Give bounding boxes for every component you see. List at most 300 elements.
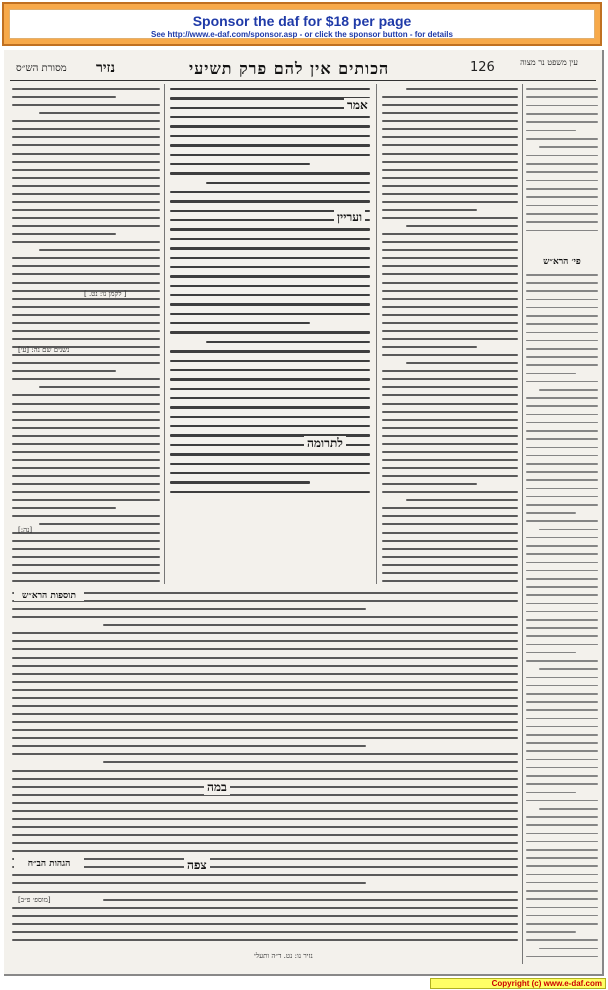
text-line xyxy=(12,673,518,675)
footer-reference: נזיר נו: נט. ד״ה ותעלי xyxy=(254,952,313,960)
text-line xyxy=(12,842,518,844)
text-line xyxy=(526,865,598,867)
text-line xyxy=(12,169,160,171)
text-line xyxy=(12,834,518,836)
text-line xyxy=(526,775,598,777)
text-line xyxy=(526,180,598,182)
text-line xyxy=(526,373,576,375)
text-line xyxy=(12,592,518,594)
text-line xyxy=(382,475,518,477)
text-line xyxy=(12,810,518,812)
text-line xyxy=(526,553,598,555)
text-line xyxy=(526,163,598,165)
text-line xyxy=(39,523,160,525)
text-line xyxy=(12,616,518,618)
text-line xyxy=(406,225,518,227)
text-line xyxy=(170,191,370,193)
text-line xyxy=(526,188,598,190)
text-line xyxy=(526,857,598,859)
text-line xyxy=(526,931,576,933)
text-line xyxy=(526,512,576,514)
text-line xyxy=(170,97,370,99)
text-line xyxy=(526,734,598,736)
text-line xyxy=(12,882,366,884)
text-line xyxy=(170,247,370,249)
page-number: 126 xyxy=(470,60,495,75)
text-line xyxy=(382,120,518,122)
section-label-bamah: במה xyxy=(204,780,230,795)
text-line xyxy=(12,394,160,396)
text-line xyxy=(382,515,518,517)
sponsor-banner-inner[interactable] xyxy=(9,9,595,39)
text-line xyxy=(170,107,370,109)
text-line xyxy=(170,116,370,118)
text-line xyxy=(382,386,518,388)
text-line xyxy=(170,125,370,127)
section-label-tzavah: צפה xyxy=(184,858,210,873)
text-line xyxy=(12,705,518,707)
text-line xyxy=(382,411,518,413)
text-line xyxy=(12,572,160,574)
text-line xyxy=(12,640,518,642)
text-line xyxy=(382,177,518,179)
margin-reference-1: [ לקמן נו: נט. ] xyxy=(84,290,127,298)
text-line xyxy=(170,257,370,259)
text-line xyxy=(170,453,370,455)
rosh-commentary-column xyxy=(526,272,598,962)
text-line xyxy=(12,217,160,219)
text-line xyxy=(526,105,598,107)
text-line xyxy=(526,956,598,958)
text-line xyxy=(526,792,576,794)
text-line xyxy=(12,419,160,421)
text-line xyxy=(12,233,116,235)
text-line xyxy=(12,540,160,542)
text-line xyxy=(12,403,160,405)
text-line xyxy=(382,564,518,566)
text-line xyxy=(12,697,518,699)
text-line xyxy=(12,648,518,650)
text-line xyxy=(12,370,116,372)
text-line xyxy=(170,163,310,165)
text-line xyxy=(526,213,598,215)
text-line xyxy=(382,419,518,421)
text-line xyxy=(526,759,598,761)
text-line xyxy=(526,315,598,317)
text-line xyxy=(526,603,598,605)
text-line xyxy=(382,153,518,155)
text-line xyxy=(170,481,310,483)
text-line xyxy=(382,128,518,130)
text-line xyxy=(382,491,518,493)
rashi-right-column xyxy=(382,86,518,586)
text-line xyxy=(12,923,518,925)
section-label-veurim: ועריין xyxy=(334,210,365,225)
text-line xyxy=(12,778,518,780)
text-line xyxy=(526,841,598,843)
text-line xyxy=(382,354,518,356)
text-line xyxy=(382,548,518,550)
text-line xyxy=(12,378,160,380)
text-line xyxy=(12,265,160,267)
text-line xyxy=(382,136,518,138)
text-line xyxy=(526,907,598,909)
sponsor-details-link[interactable]: See http://www.e-daf.com/sponsor.asp - or click the sponsor button - for details xyxy=(151,30,453,39)
text-line xyxy=(382,338,518,340)
text-line xyxy=(539,389,598,391)
text-line xyxy=(382,467,518,469)
text-line xyxy=(382,427,518,429)
tosfot-rosh-heading: תוספות הרא״ש xyxy=(14,590,84,601)
text-line xyxy=(526,800,598,802)
text-line xyxy=(12,475,160,477)
text-line xyxy=(526,644,598,646)
ein-mishpat-margin xyxy=(526,86,598,236)
text-line xyxy=(12,144,160,146)
text-line xyxy=(39,386,160,388)
text-line xyxy=(382,201,518,203)
text-line xyxy=(526,635,598,637)
text-line xyxy=(170,472,370,474)
text-line xyxy=(170,416,370,418)
text-line xyxy=(12,818,518,820)
text-line xyxy=(526,570,598,572)
text-line xyxy=(206,341,370,343)
text-line xyxy=(526,196,598,198)
text-line xyxy=(382,282,518,284)
text-line xyxy=(526,833,598,835)
text-line xyxy=(12,314,160,316)
text-line xyxy=(12,515,160,517)
text-line xyxy=(382,572,518,574)
text-line xyxy=(170,172,370,174)
text-line xyxy=(539,668,598,670)
text-line xyxy=(382,330,518,332)
text-line xyxy=(382,370,518,372)
column-divider-right xyxy=(522,84,523,964)
margin-reference-3: [נה:] xyxy=(18,526,33,534)
text-line xyxy=(526,381,598,383)
text-line xyxy=(12,608,366,610)
text-line xyxy=(526,88,598,90)
text-line xyxy=(526,438,598,440)
text-line xyxy=(382,233,518,235)
text-line xyxy=(526,660,598,662)
text-line xyxy=(12,689,518,691)
text-line xyxy=(526,685,598,687)
text-line xyxy=(382,483,477,485)
text-line xyxy=(12,907,518,909)
text-line xyxy=(12,632,518,634)
text-line xyxy=(12,713,518,715)
text-line xyxy=(12,564,160,566)
text-line xyxy=(526,701,598,703)
text-line xyxy=(382,257,518,259)
text-line xyxy=(170,331,370,333)
text-line xyxy=(382,346,477,348)
text-line xyxy=(12,338,160,340)
text-line xyxy=(526,230,598,232)
text-line xyxy=(382,104,518,106)
text-line xyxy=(526,205,598,207)
margin-reference-4: [מוספ׳ פ״ב] xyxy=(18,896,51,904)
text-line xyxy=(382,112,518,114)
text-line xyxy=(406,499,518,501)
text-line xyxy=(170,369,370,371)
text-line xyxy=(170,350,370,352)
tractate-name: נזיר xyxy=(96,60,116,76)
text-line xyxy=(382,451,518,453)
text-line xyxy=(170,266,370,268)
text-line xyxy=(526,307,598,309)
text-line xyxy=(526,488,598,490)
text-line xyxy=(382,290,518,292)
text-line xyxy=(526,504,598,506)
text-line xyxy=(12,721,518,723)
text-line xyxy=(526,274,598,276)
text-line xyxy=(526,323,598,325)
text-line xyxy=(12,201,160,203)
text-line xyxy=(382,144,518,146)
commentary-left-column xyxy=(12,86,160,586)
text-line xyxy=(526,430,598,432)
text-line xyxy=(12,273,160,275)
text-line xyxy=(12,532,160,534)
text-line xyxy=(12,939,518,941)
text-line xyxy=(526,348,598,350)
text-line xyxy=(12,681,518,683)
text-line xyxy=(12,499,160,501)
text-line xyxy=(539,146,598,148)
text-line xyxy=(12,931,518,933)
text-line xyxy=(103,624,518,626)
text-line xyxy=(12,354,160,356)
text-line xyxy=(526,520,598,522)
text-line xyxy=(12,362,160,364)
text-line xyxy=(526,96,598,98)
text-line xyxy=(382,185,518,187)
text-line xyxy=(12,427,160,429)
section-label-amar: אמר xyxy=(344,98,371,113)
text-line xyxy=(526,882,598,884)
text-line xyxy=(382,249,518,251)
text-line xyxy=(526,652,576,654)
text-line xyxy=(526,693,598,695)
text-line xyxy=(12,866,518,868)
text-line xyxy=(12,435,160,437)
text-line xyxy=(382,273,518,275)
text-line xyxy=(12,451,160,453)
text-line xyxy=(526,356,598,358)
text-line xyxy=(12,737,518,739)
text-line xyxy=(526,726,598,728)
text-line xyxy=(12,507,116,509)
text-line xyxy=(12,891,518,893)
text-line xyxy=(170,463,370,465)
text-line xyxy=(526,627,598,629)
text-line xyxy=(526,586,598,588)
text-line xyxy=(12,802,518,804)
text-line xyxy=(12,753,518,755)
text-line xyxy=(382,507,518,509)
text-line xyxy=(382,96,518,98)
text-line xyxy=(526,113,598,115)
text-line xyxy=(382,540,518,542)
text-line xyxy=(526,422,598,424)
text-line xyxy=(170,303,370,305)
text-line xyxy=(170,200,370,202)
text-line xyxy=(526,299,598,301)
text-line xyxy=(170,154,370,156)
text-line xyxy=(526,479,598,481)
text-line xyxy=(12,161,160,163)
text-line xyxy=(382,556,518,558)
text-line xyxy=(526,677,598,679)
text-line xyxy=(382,241,518,243)
text-line xyxy=(526,364,598,366)
text-line xyxy=(170,397,370,399)
rosh-heading: פי׳ הרא״ש xyxy=(528,256,596,267)
text-line xyxy=(170,238,370,240)
text-line xyxy=(526,939,598,941)
text-line xyxy=(12,322,160,324)
text-line xyxy=(526,709,598,711)
text-line xyxy=(12,745,366,747)
text-line xyxy=(12,128,160,130)
text-line xyxy=(526,496,598,498)
text-line xyxy=(12,874,518,876)
text-line xyxy=(12,241,160,243)
text-line xyxy=(526,340,598,342)
text-line xyxy=(12,850,518,852)
text-line xyxy=(526,824,598,826)
text-line xyxy=(12,209,160,211)
text-line xyxy=(170,88,370,90)
text-line xyxy=(526,923,598,925)
text-line xyxy=(539,529,598,531)
text-line xyxy=(170,294,370,296)
masechet-label: מסורת הש״ס xyxy=(16,63,67,74)
text-line xyxy=(12,282,160,284)
text-line xyxy=(382,580,518,582)
text-line xyxy=(382,193,518,195)
text-line xyxy=(382,532,518,534)
sponsor-title[interactable]: Sponsor the daf for $18 per page xyxy=(192,13,412,29)
text-line xyxy=(12,483,160,485)
text-line xyxy=(12,794,518,796)
header-rule xyxy=(10,80,596,81)
text-line xyxy=(12,96,116,98)
text-line xyxy=(12,729,518,731)
sponsor-banner[interactable] xyxy=(2,2,602,46)
section-label-lo-asah: לתרומה xyxy=(304,436,346,451)
text-line xyxy=(526,578,598,580)
hagahot-bach-heading: הגהות הב״ח xyxy=(14,858,84,869)
text-line xyxy=(406,88,518,90)
copyright-link[interactable]: Copyright (c) www.e-daf.com xyxy=(430,978,606,989)
text-line xyxy=(526,874,598,876)
text-line xyxy=(406,362,518,364)
text-line xyxy=(526,783,598,785)
text-line xyxy=(12,306,160,308)
text-line xyxy=(526,282,598,284)
text-line xyxy=(170,275,370,277)
margin-reference-2: נשנים שם נה: [ע׳] xyxy=(18,346,70,354)
text-line xyxy=(103,899,518,901)
text-line xyxy=(382,459,518,461)
text-line xyxy=(526,898,598,900)
talmud-page-scan xyxy=(4,50,604,976)
text-line xyxy=(526,221,598,223)
text-line xyxy=(382,435,518,437)
text-line xyxy=(12,915,518,917)
text-line xyxy=(382,169,518,171)
text-line xyxy=(12,467,160,469)
text-line xyxy=(12,580,160,582)
text-line xyxy=(170,228,370,230)
text-line xyxy=(12,88,160,90)
text-line xyxy=(170,144,370,146)
text-line xyxy=(526,537,598,539)
text-line xyxy=(526,594,598,596)
text-line xyxy=(526,619,598,621)
text-line xyxy=(12,136,160,138)
text-line xyxy=(539,808,598,810)
text-line xyxy=(382,314,518,316)
text-line xyxy=(170,406,370,408)
text-line xyxy=(526,121,598,123)
text-line xyxy=(12,556,160,558)
text-line xyxy=(526,611,598,613)
text-line xyxy=(526,414,598,416)
text-line xyxy=(526,397,598,399)
text-line xyxy=(526,849,598,851)
text-line xyxy=(382,209,477,211)
text-line xyxy=(526,405,598,407)
text-line xyxy=(170,285,370,287)
text-line xyxy=(12,770,518,772)
text-line xyxy=(382,394,518,396)
text-line xyxy=(170,135,370,137)
text-line xyxy=(526,915,598,917)
text-line xyxy=(170,313,370,315)
text-line xyxy=(12,225,160,227)
text-line xyxy=(12,104,160,106)
text-line xyxy=(382,161,518,163)
text-line xyxy=(526,471,598,473)
text-line xyxy=(382,523,518,525)
text-line xyxy=(382,322,518,324)
text-line xyxy=(12,600,518,602)
text-line xyxy=(12,443,160,445)
text-line xyxy=(539,948,598,950)
text-line xyxy=(526,447,598,449)
text-line xyxy=(526,155,598,157)
text-line xyxy=(12,786,518,788)
text-line xyxy=(12,657,518,659)
text-line xyxy=(526,545,598,547)
text-line xyxy=(12,548,160,550)
text-line xyxy=(170,322,310,324)
text-line xyxy=(12,491,160,493)
text-line xyxy=(382,403,518,405)
lower-commentary-block xyxy=(12,590,518,945)
text-line xyxy=(206,182,370,184)
text-line xyxy=(526,742,598,744)
text-line xyxy=(12,193,160,195)
text-line xyxy=(526,463,598,465)
text-line xyxy=(12,257,160,259)
